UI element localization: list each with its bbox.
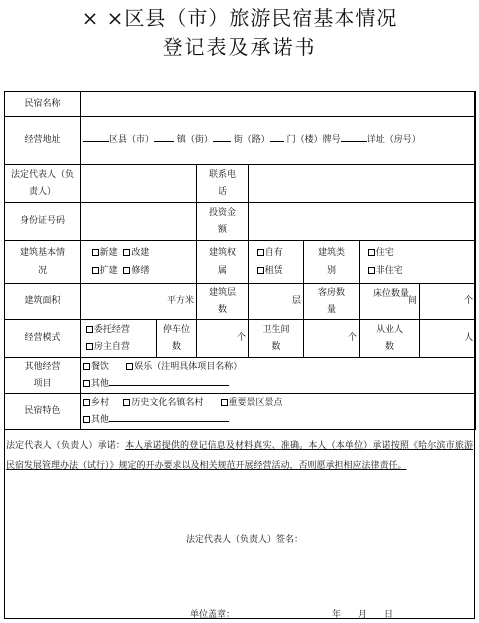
phone-field[interactable]: [249, 165, 476, 203]
non-residential-text: 非住宅: [375, 266, 403, 276]
operation-mode-options: [81, 320, 157, 358]
floor-unit: 层: [291, 296, 301, 306]
catering-text: 餐饮: [91, 361, 110, 372]
other1-text: 其他: [91, 378, 110, 389]
rented-checkbox[interactable]: [257, 267, 264, 274]
features-label: 民宿特色: [5, 394, 81, 430]
building-basic-label: 建筑基本情况: [5, 241, 81, 284]
ownership-label: 建筑权属: [197, 241, 249, 284]
legal-rep-label: 法定代表人（负责人）: [5, 165, 81, 203]
investment-field[interactable]: [249, 203, 476, 241]
entertainment-checkbox[interactable]: [126, 363, 133, 370]
owned-text: 自有: [264, 248, 283, 258]
other2-text: 其他: [91, 414, 110, 425]
operation-mode-label: 经营模式: [5, 320, 81, 358]
other1-checkbox[interactable]: [83, 380, 90, 387]
homestay-name-field[interactable]: [81, 92, 476, 117]
form-subtitle: 登记表及承诺书: [162, 35, 317, 59]
bathrooms-label: 卫生间数: [249, 320, 304, 358]
date-day: 日: [384, 610, 394, 620]
entrusted-checkbox[interactable]: [86, 326, 93, 333]
historic-town-text: 历史文化名镇名村: [131, 397, 204, 408]
gate-blank[interactable]: [270, 132, 284, 142]
rebuild-text: 改建: [131, 248, 150, 258]
investment-label: 投资金额: [197, 203, 249, 241]
gate-text: 门（楼）牌号: [286, 135, 341, 145]
bathrooms-field[interactable]: [304, 320, 360, 358]
expand-checkbox[interactable]: [92, 267, 99, 274]
historic-town-checkbox[interactable]: [123, 399, 130, 406]
phone-label: 联系电话: [197, 165, 249, 203]
other2-checkbox[interactable]: [83, 416, 90, 423]
building-basic-options: [81, 241, 197, 284]
sqm-unit: 平方米: [166, 296, 194, 306]
non-residential-checkbox[interactable]: [368, 267, 375, 274]
floors-label: 建筑层数: [197, 284, 249, 320]
building-type-options: [360, 241, 476, 284]
date-year: 年: [332, 610, 342, 620]
town-blank[interactable]: [154, 132, 174, 142]
id-number-field[interactable]: [81, 203, 197, 241]
district-text: 区县（市）: [109, 135, 155, 145]
rooms-label: 客房数量: [304, 284, 360, 320]
owner-operated-text: 房主自营: [93, 341, 130, 352]
address-label: 经营地址: [5, 117, 81, 165]
bathroom-unit: 个: [347, 333, 357, 343]
owner-operated-checkbox[interactable]: [86, 343, 93, 350]
floors-field[interactable]: [249, 284, 304, 320]
parking-label: 停车位数: [157, 320, 197, 358]
registration-table: [4, 91, 476, 430]
pledge-text: [4, 434, 475, 478]
parking-unit: 个: [236, 333, 246, 343]
bed-unit: 个: [464, 296, 474, 306]
date-month: 月: [358, 610, 368, 620]
staff-label: 从业人数: [360, 320, 420, 358]
detail-text: 详址（房号）: [366, 135, 421, 145]
staff-field[interactable]: [420, 320, 476, 358]
pledge-body: 本人承诺提供的登记信息及材料真实、准确。本人（本单位）承诺按照《哈尔滨市旅游民宿发展管理办法（试行）》规定的开办要求以及相关规范开展经营活动，否则愿承担相应法律责任。: [6, 441, 473, 471]
repair-checkbox[interactable]: [123, 267, 130, 274]
scenic-text: 重要景区景点: [228, 397, 283, 408]
build-new-checkbox[interactable]: [92, 249, 99, 256]
ownership-options: [249, 241, 304, 284]
area-field[interactable]: [81, 284, 197, 320]
form-title: × ×区县（市）旅游民宿基本情况: [81, 6, 398, 30]
repair-text: 修缮: [131, 266, 150, 276]
entrusted-text: 委托经营: [93, 324, 130, 335]
address-field[interactable]: [81, 117, 476, 165]
rented-text: 租赁: [264, 266, 283, 276]
people-unit: 人: [464, 333, 474, 343]
other2-blank[interactable]: [109, 412, 229, 422]
stamp-line: [190, 607, 235, 620]
legal-rep-field[interactable]: [81, 165, 197, 203]
pledge-lead: 法定代表人（负责人）承诺：: [6, 441, 126, 451]
build-new-text: 新建: [99, 248, 118, 258]
room-unit: 间: [407, 296, 417, 306]
date-line: [332, 607, 410, 620]
street-blank[interactable]: [213, 132, 231, 142]
parking-field[interactable]: [197, 320, 249, 358]
village-text: 乡村: [91, 397, 110, 408]
scenic-checkbox[interactable]: [221, 399, 228, 406]
stamp-label: 单位盖章：: [190, 610, 236, 620]
id-number-label: 身份证号码: [5, 203, 81, 241]
residential-text: 住宅: [375, 248, 394, 258]
beds-cell[interactable]: [372, 284, 476, 320]
homestay-name-label: 民宿名称: [5, 92, 81, 117]
other-business-label: 其他经营项目: [5, 358, 81, 394]
beds-label: 床位数量: [372, 289, 409, 299]
signature-line: [186, 532, 303, 545]
rebuild-checkbox[interactable]: [123, 249, 130, 256]
street-text: 街（路）: [233, 135, 270, 145]
town-text: 镇（街）: [176, 135, 213, 145]
district-blank[interactable]: [83, 132, 109, 142]
other1-blank[interactable]: [109, 376, 229, 386]
entertainment-text: 娱乐（注明具体项目名称）: [134, 361, 243, 372]
other-business-options: [81, 358, 476, 394]
detail-blank[interactable]: [341, 132, 367, 142]
signature-label: 法定代表人（负责人）签名：: [186, 535, 304, 545]
building-type-label: 建筑类别: [304, 241, 360, 284]
expand-text: 扩建: [99, 266, 118, 276]
residential-checkbox[interactable]: [368, 249, 375, 256]
owned-checkbox[interactable]: [257, 249, 264, 256]
catering-checkbox[interactable]: [83, 363, 90, 370]
features-options: [81, 394, 476, 430]
village-checkbox[interactable]: [83, 399, 90, 406]
area-label: 建筑面积: [5, 284, 81, 320]
